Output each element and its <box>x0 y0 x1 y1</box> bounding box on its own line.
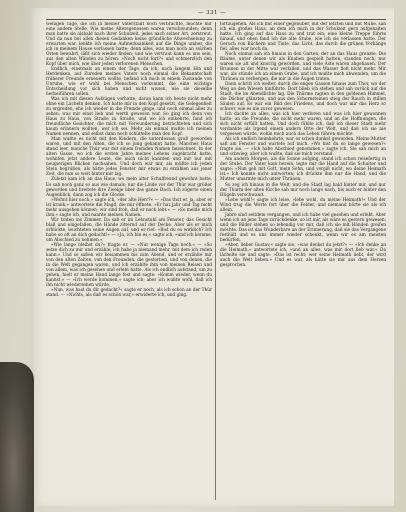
column-divider <box>215 22 216 500</box>
paragraph: Was ich mit diesen Aufzügen vorhatte, daran kann ich heute nicht mehr ohne ein Lächeln denken. Ich hatte mir in den Kopf gesetzt, die Gelegenheit zu ergreifen, ehe ich wieder in die Fremde ginge, und noch einmal alles zu sehen, was mir einst lieb und werth gewesen war. So ging ich denn von Haus zu Haus, von Straße zu Straße, und wo ich einkehrte, fand ich freundliche Gesichter, die mich mit Verwunderung betrachteten und sich kaum erinnern wollten, wer ich sei. Mehr als einmal mußte ich meinen Namen nennen, und selbst dann noch schüttelte man den Kopf. <box>46 97 212 138</box>
paragraph: »Lebe wohl!« sagte ich leise, »lebe wohl, du meine Heimath!« Und der Wind trug die Worte fort über die Felder, und niemand hörte sie als ich allein. <box>220 197 386 213</box>
paragraph: Jahre sind seitdem vergangen, und ich habe viel gesehen und erlebt. Aber wenn ich an jene Tage zurückdenke, so ist mir, als wäre es gestern gewesen; und die Bilder stehen so lebendig vor mir, daß ich sie mit Händen greifen möchte. Das ist das Wunderbare an der Erinnerung, daß sie das Vergangene festhält und es uns immer wieder schenkt, wenn wir es am meisten bedürfen. <box>220 212 386 243</box>
paragraph: »Nun, was hast du dir gedacht?« sagte er noch, als ich schon an der Thür stand. — »Nichts, als daß es schön war,« erwiderte ich, und ging. <box>46 287 212 298</box>
paragraph: »Wie lange bleibst du?« fragte er. — »Nur wenige Tage noch.« — »So setze dich zu mir und erzähle; ich habe ja niemand mehr, mit dem ich reden kann.« Und so saßen wir beisammen bis zum Abend, und er erzählte mir von den alten Zeiten, von den Freunden, die gestorben, und von denen, die in die Welt gegangen waren, und ich erzählte ihm von meinen Reisen und von allem, was ich gesehen und erlebt hatte. Als ich endlich aufstand, um zu gehen, hielt er meine Hand lange fest und sagte: »Komm wieder, wenn du kannst.« — »Ich werde kommen,« sagte ich; aber ich wußte wohl, daß ich ihn nicht wiedersehen würde. <box>46 242 212 288</box>
header-rule <box>46 19 386 20</box>
paragraph: »Wohnt hier noch,« sagte ich, »der alte Herr?« — »Das thut er, ja, aber er ist krank,« antwortete die Magd, die mir öffnete. »Er hat Jahr und Tag nicht mehr ausgehen können; wir sind froh, daß er noch lebt.« — »So melde mich ihm,« sagte ich, und nannte meinen Namen. <box>46 197 212 218</box>
paragraph: »Aber, lieber Gustav,« sagte sie, »was denkst du jetzt?« — »Ich denke an die Heimath,« antwortete ich, »und an alles, was mir dort lieb war.« Da lächelte sie und sagte: »Das ist recht; wer seine Heimath liebt, der wird auch die Welt lieben.« Und es war, als hätte sie mir aus dem Herzen gesprochen. <box>220 242 386 268</box>
paragraph: Als ich endlich heimkehrte, war es schon dunkel geworden. Meine Mutter saß am Fenster und wartete auf mich. »Wo bist du so lange gewesen?« fragte sie. — »Ich habe Abschied genommen,« sagte ich. Sie sah mich an und schwieg; aber ich wußte, daß sie mich verstand. <box>220 137 386 158</box>
paragraph: Man wußte es nicht mit den Kindern, die unterdessen groß geworden waren, und mit den Alten, die ich so jung gekannt hatte. Manches Haus stand leer, manche Thür war mit einem fremden Namen bezeichnet. In der alten Gasse, wo ich die ersten Jahre meines Lebens zugebracht hatte, wohnten jetzt andere Leute, die mich nicht kannten und mir nur mit neugierigen Blicken nachsahen. Und doch war mir, als müßte ich jeden Stein begrüßen, als hätte jedes Fenster mir etwas zu erzählen aus jener Zeit, die nun so weit hinter mir lag. <box>46 137 212 178</box>
paragraph: wenigen Tage, die ich in meiner Vaterstadt noch verbrachte, mochte mir eine andere Stelle. Wie meine Altersgenossen waren verschwunden; denn man hatte sie alsbald nach ihrer Schulzeit, jedes nach seiner Art, zerstreut. Und da nun bei allen diesen Gedanken keine gründliche Abwechselung zu erwarten war, lenkte ich meine Aufmerksamkeit auf die Dinge umher, die ich in meinem Hause verlassen hatte; denn alles, was man noch an solchen Orten bewahrt, läßt sich wieder finden; und wie vertraut kann es uns sein, aus den alten Wänden zu hören: »Noch nicht fort?« und schmerzlich den Kopf über mich, wie über jeden verlorenen Menschen. <box>46 22 212 68</box>
paragraph: Endlich, einstmals an einem der Tage, da ich, nach langem Hin und Herdenken, auf Zureden meines Vaters noch einmal die Bekanntschaft früherer Freunde erneuern wollte, befand ich mich in einem Zustande von Unruhe, wie er wohl bei Menschen vorkommt, die eine wichtige Entscheidung vor sich haben und nicht wissen, wie sie dieselbe herbeiführen sollen. <box>46 67 212 98</box>
paragraph: Ich dachte an alles, was ich hier verloren und was ich hier gewonnen hatte; an die Freunde, die nicht mehr waren, und an die Hoffnungen, die sich nicht erfüllt hatten. Und doch fühlte ich, daß ich dieser Stadt mehr verdankte als irgend einem andern Orte der Welt, und daß ich sie nie vergessen würde, wohin mich auch das Leben führen möchte. <box>220 112 386 138</box>
paragraph: Wir traten ins Zimmer. Da saß er im Lehnstuhl am Fenster, das Gesicht blaß und eingefallen, die Hände zitternd auf der Decke. Aber als er mich erblickte, leuchteten seine Augen auf, und er rief: »Bist du es wirklich? Ich habe so oft an dich gedacht!« — »Ja, ich bin es,« sagte ich, »und ich komme, um Abschied zu nehmen.« <box>46 217 212 243</box>
paragraph: fortzugehen. Als ich mit einer gegenüber, mit der letzten und mit Mühe, sah ich ein großes Haus, an dem ich mich in der Schulzeit gern aufgehalten hatte. Ich ging auf das Haus zu und trat ein; eine kleine Treppe führte hinauf, und oben fand ich die alte Stube, wie ich sie verlassen hatte. Der Geruch von Büchern und Tinte, das Licht, das durch die grünen Vorhänge fiel, alles war noch da. <box>220 22 386 53</box>
paragraph: Noch einmal sah ich hinaus in den Garten, der an das Haus grenzte. Die Bäume, unter denen wir als Knaben gespielt hatten, standen noch; nur waren sie alt und knorrig geworden, und viele Äste waren abgehauen. Der Brunnen in der Mitte war verfallen, und das Wasser floß nicht mehr. Mir war, als stünde ich an einem Grabe, und ich mußte mich abwenden, um die Thränen zu verbergen, die mir in die Augen traten. <box>220 52 386 83</box>
page-number: — 331 — <box>198 10 226 16</box>
right-column <box>220 22 386 500</box>
left-column <box>46 22 212 500</box>
book-page <box>30 8 394 506</box>
paragraph: Zuletzt kam ich an das Haus, wo mein alter Schulfreund gewohnt hatte. Es sah noch ganz so aus wie damals; nur die Linde vor der Thür war größer geworden und breitete ihre Zweige über das ganze Dach. Ich zögerte einen Augenblick, dann zog ich die Glocke. <box>46 177 212 198</box>
paragraph: So zog ich hinaus in die Welt, und die Stadt lag bald hinter mir, und nur der Thurm der alten Kirche sah mir noch lange nach, bis auch er hinter den Hügeln verschwand. <box>220 182 386 198</box>
paragraph: Am andern Morgen, als die Sonne aufging, stand ich schon reisefertig in der Stube. Der Vater kam herein, legte mir die Hand auf die Schulter und sagte: »Nun geh mit Gott, mein Sohn, und vergiß nicht, wo deine Heimath ist.« Ich konnte nicht antworten; ich drückte ihm nur die Hand, und die Mutter umarmte mich unter Thränen. <box>220 157 386 183</box>
paragraph: Dann schritt ich weiter, durch die engen Gassen hinaus zum Thor, wo der Weg an den Wiesen hinführte. Dort blieb ich stehen und sah zurück auf die Stadt, die im Abendlichte lag. Die Thürme ragten in den goldenen Himmel, die Dächer glänzten, und aus den Schornsteinen stieg der Rauch in stillen Säulen auf. Es war ein Bild des Friedens, und doch war mir das Herz so schwer, wie es nie zuvor gewesen. <box>220 82 386 113</box>
thumb-photo-artifact <box>0 362 34 512</box>
